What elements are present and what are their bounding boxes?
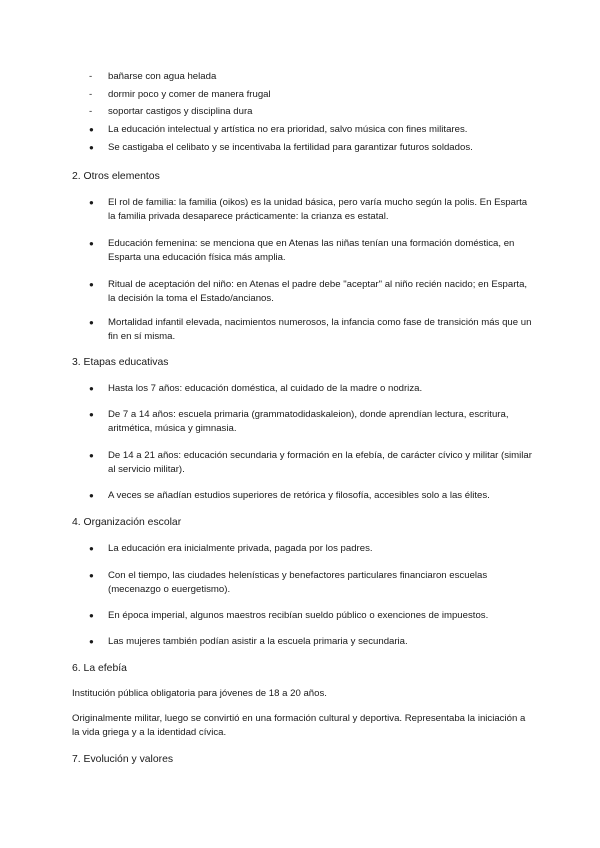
- section-heading: 2. Otros elementos: [72, 171, 160, 182]
- bullet-marker: ●: [89, 280, 94, 289]
- bullet-marker: ●: [89, 451, 94, 460]
- section-heading: 6. La efebía: [72, 663, 127, 674]
- list-item: ● La educación era inicialmente privada, pagada por los padres.: [89, 543, 373, 554]
- section-heading: 7. Evolución y valores: [72, 754, 174, 765]
- list-item: ● Educación femenina: se menciona que en Atenas las niñas tenían una formación doméstica, en Esparta una educación física más amplia.: [89, 238, 515, 263]
- section2-list: [72, 196, 532, 344]
- bullet-marker: ●: [89, 125, 94, 134]
- paragraph: Institución pública obligatoria para jóvenes de 18 a 20 años.: [72, 688, 327, 699]
- section-heading: 4. Organización escolar: [72, 517, 182, 528]
- dash-marker: -: [89, 71, 93, 82]
- bullet-marker: ●: [89, 384, 94, 393]
- list-item: ● En época imperial, algunos maestros recibían sueldo público o exenciones de impuestos.: [89, 610, 489, 621]
- list-item: ● Ritual de aceptación del niño: en Atenas el padre debe "aceptar" al niño recién nacido; en Esparta, la decisión la toma el Estado/ancianos.: [89, 279, 528, 304]
- bullet-marker: ●: [89, 318, 94, 327]
- section3-list: [72, 382, 532, 503]
- dash-marker: -: [89, 88, 93, 100]
- bullet-marker: ●: [89, 239, 94, 248]
- list-item: ● Las mujeres también podían asistir a la escuela primaria y secundaria.: [89, 636, 408, 647]
- list-item: ● Se castigaba el celibato y se incentivaba la fertilidad para garantizar futuros soldados.: [89, 142, 473, 153]
- list-item: ● Hasta los 7 años: educación doméstica, al cuidado de la madre o nodriza.: [89, 383, 423, 394]
- list-item: - dormir poco y comer de manera frugal: [89, 88, 271, 100]
- list-item: - bañarse con agua helada: [89, 71, 217, 82]
- bullet-marker: ●: [89, 571, 94, 580]
- bullet-marker: ●: [89, 637, 94, 646]
- section-heading: 3. Etapas educativas: [72, 357, 169, 368]
- list-item: ● Mortalidad infantil elevada, nacimientos numerosos, la infancia como fase de transición más que un fin en sí misma.: [89, 317, 532, 342]
- list-item: ● De 7 a 14 años: escuela primaria (grammatodidaskaleion), donde aprendían lectura, escritura, aritmética, música y gimnasia.: [89, 409, 509, 434]
- list-item: ● De 14 a 21 años: educación secundaria y formación en la efebía, de carácter cívico y militar (similar al servicio militar).: [89, 450, 532, 475]
- list-item: ● El rol de familia: la familia (oikos) es la unidad básica, pero varía mucho según la polis. En Esparta la familia privada desaparece prácticamente: la crianza es estatal.: [89, 197, 528, 222]
- dash-marker: -: [89, 106, 93, 117]
- bullet-marker: ●: [89, 491, 94, 500]
- bullet-marker: ●: [89, 611, 94, 620]
- intro-bullet-list: [72, 123, 532, 155]
- bullet-marker: ●: [89, 143, 94, 152]
- list-item: ● Con el tiempo, las ciudades helenísticas y benefactores particulares financiaron escuelas (mecenazgo o euergetismo).: [89, 570, 488, 595]
- list-item: ● La educación intelectual y artística no era prioridad, salvo música con fines militares.: [89, 124, 468, 135]
- list-item: - soportar castigos y disciplina dura: [89, 106, 253, 117]
- list-item: ● A veces se añadían estudios superiores de retórica y filosofía, accesibles solo a las élites.: [89, 490, 490, 501]
- bullet-marker: ●: [89, 198, 94, 207]
- section4-list: [72, 542, 532, 649]
- bullet-marker: ●: [89, 410, 94, 419]
- paragraph: Originalmente militar, luego se convirtió en una formación cultural y deportiva. Representaba la iniciación a la vida griega y a la identidad cívica.: [72, 713, 526, 738]
- bullet-marker: ●: [89, 544, 94, 553]
- dash-list: [72, 70, 532, 123]
